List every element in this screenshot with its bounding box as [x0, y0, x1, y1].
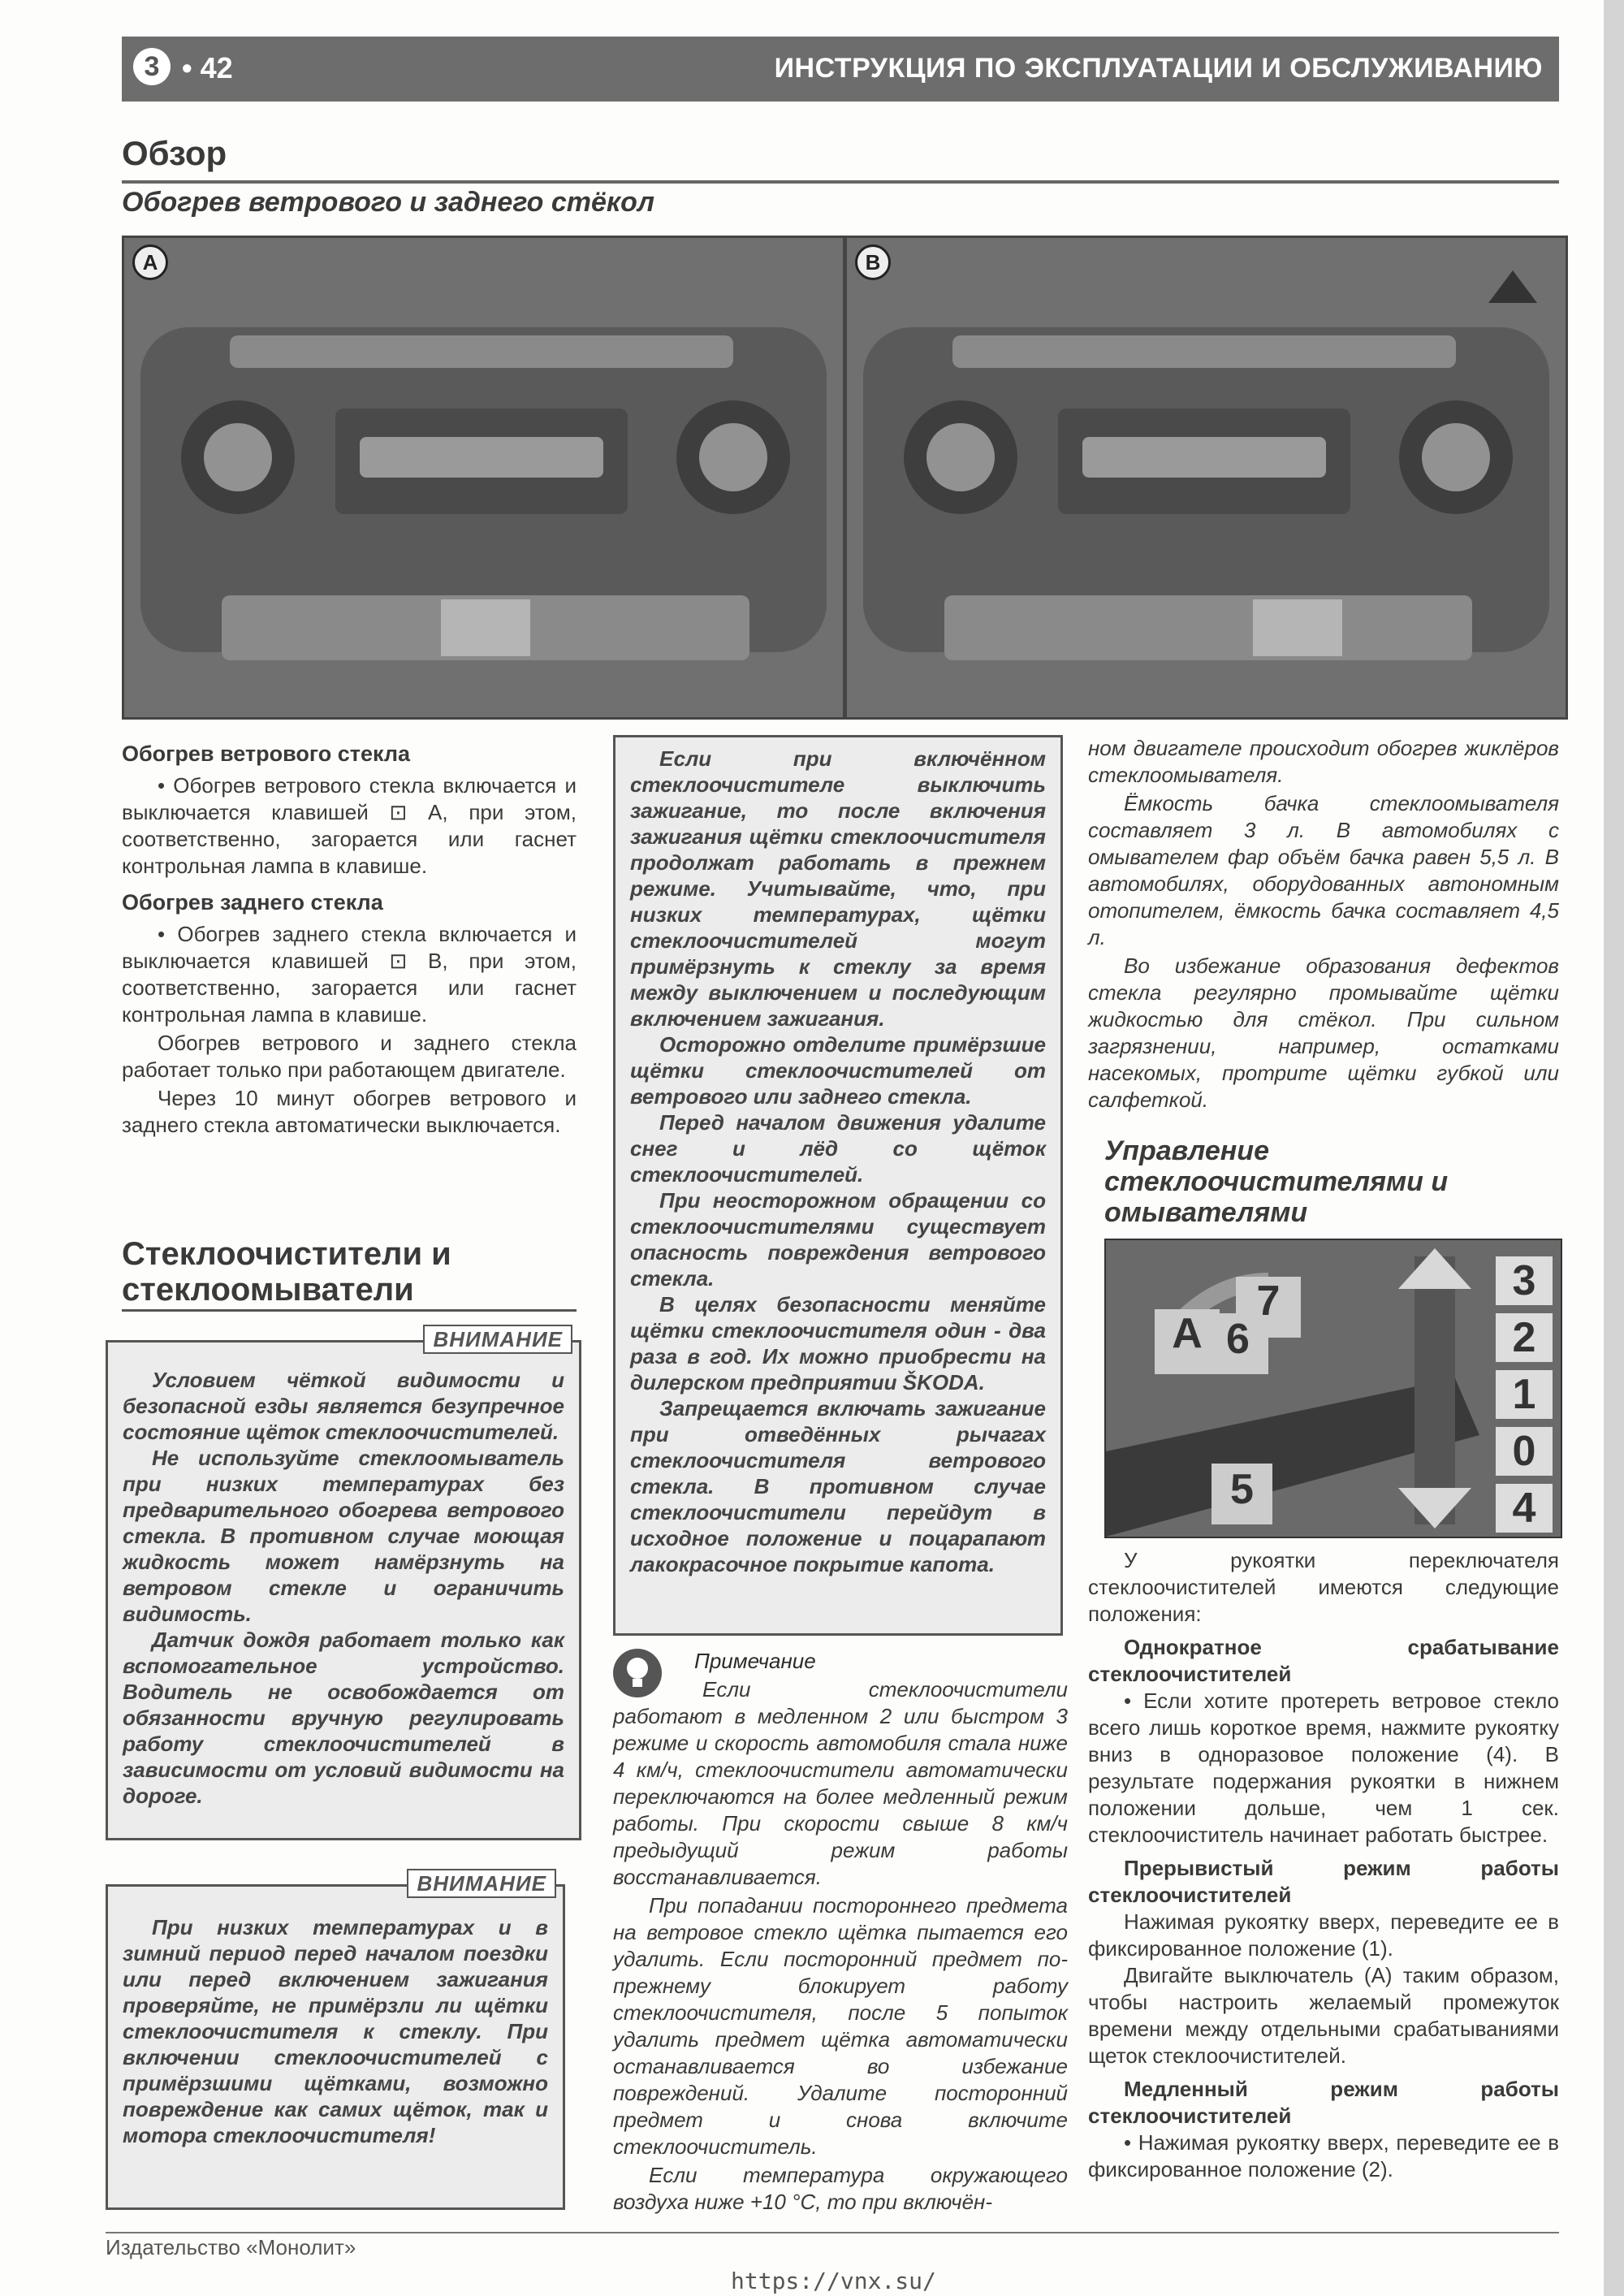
column-3 — [1088, 735, 1559, 1115]
intermittent-mode-text-2: Двигайте выключатель (A) таким образом, чтобы настроить желаемый промежуток времени между отдельными срабатываниями щеток стеклоочистителей. — [1088, 1963, 1559, 2068]
wipers-section-heading: Стеклоочистители и стеклоомыватели — [122, 1236, 451, 1308]
source-url: https://vnx.su/ — [731, 2268, 936, 2294]
warning-3-para-6: Запрещается включать зажигание при отведённых рычагах стеклоочистителя ветрового стекла. В противном случае стеклоочистители перейдут в исходное положение и поцарапают лакокрасочное покрытие капота. — [630, 1396, 1046, 1576]
warning-3-para-3: Перед началом движения удалите снег и лёд со щёток стеклоочистителей. — [630, 1110, 1046, 1187]
wiper-care-text: Во избежание образования дефектов стекла регулярно промывайте щётки жидкостью для стёкол. При сильном загрязнении, например, остатками насекомых, протрите щётки губкой или салфеткой. — [1088, 953, 1559, 1112]
diagram-label-1: 1 — [1512, 1371, 1536, 1418]
wiper-stalk-diagram — [1104, 1239, 1562, 1538]
rear-window-heating-text: • Обогрев заднего стекла включается и выключается клавишей ⊡ B, при этом, соответственно, загорается или гаснет контрольная лампа в клавише. — [122, 922, 577, 1027]
note-para-3: Если температура окружающего воздуха ниже +10 °С, то при включён- — [613, 2163, 1068, 2214]
intermittent-mode-heading: Прерывистый режим работы стеклоочистителей — [1088, 1856, 1559, 1907]
diagram-label-6: 6 — [1226, 1316, 1250, 1363]
single-wipe-heading: Однократное срабатывание стеклоочистителей — [1088, 1635, 1559, 1686]
warning-1-para-1: Условием чёткой видимости и безопасной езды является безупречное состояние щёток стеклоочистителей. — [123, 1368, 564, 1444]
intermittent-mode-text-1: Нажимая рукоятку вверх, переведите ее в фиксированное положение (1). — [1088, 1909, 1559, 1961]
slow-mode-heading: Медленный режим работы стеклоочистителей — [1088, 2077, 1559, 2128]
diagram-label-4: 4 — [1512, 1485, 1536, 1532]
page-header — [122, 37, 1559, 102]
section-divider — [122, 180, 1559, 184]
heating-timeout-note: Через 10 минут обогрев ветрового и заднего стекла автоматически выключается. — [122, 1086, 577, 1137]
page-number: • 42 — [182, 51, 233, 84]
warning-1-para-3: Датчик дождя работает только как вспомогательное устройство. Водитель не освобождается от обязанности вручную регулировать работу стеклоочистителей в зависимости от условий видимости на дороге. — [123, 1628, 564, 1808]
stalk-positions-intro: У рукоятки переключателя стеклоочистителей имеются следующие положения: — [1088, 1548, 1559, 1626]
warning-3-para-5: В целях безопасности меняйте щётки стеклоочистителя один - два раза в год. Их можно приобрести на дилерском предприятии ŠKODA. — [630, 1292, 1046, 1394]
warning-box-2 — [106, 1871, 565, 2210]
chapter-badge: 3 — [133, 48, 171, 85]
note-para-1: Если стеклоочистители работают в медленном 2 или быстром 3 режиме и скорость автомобиля стала ниже 4 км/ч, стеклоочистители автоматически переключаются на более медленный режим работы. При скорости свыше 8 км/ч предыдущий режим работы восстанавливается. — [613, 1677, 1068, 1889]
warning-1-para-2: Не используйте стеклоомыватель при низких температурах без предварительного обогрева ветрового стекла. В противном случае моющая жидкость может намёрзнуть на ветровом стекле и ограничить видимость. — [123, 1446, 564, 1626]
slow-mode-text: • Нажимая рукоятку вверх, переведите ее в фиксированное положение (2). — [1088, 2130, 1559, 2181]
wiper-stalk-illustration — [1106, 1240, 1561, 1537]
rear-window-heating-heading: Обогрев заднего стекла — [122, 890, 383, 915]
column-1 — [122, 731, 577, 1140]
washer-tank-capacity: Ёмкость бачка стеклоомывателя составляет 3 л. В автомобилях с омывателем фар объём бачка равен 5,5 л. В автомобилях, оборудованных автономным отопителем, ёмкость бачка составляет 4,5 л. — [1088, 791, 1559, 949]
note-body — [613, 1676, 1068, 2217]
column-3-lower — [1088, 1547, 1559, 2183]
wipers-heading-divider — [122, 1309, 577, 1312]
climate-panel-photo-b — [844, 236, 1568, 720]
diagram-label-0: 0 — [1512, 1428, 1536, 1475]
diagram-label-2: 2 — [1512, 1314, 1536, 1361]
diagram-label-7: 7 — [1256, 1278, 1281, 1325]
climate-panel-illustration-a — [124, 238, 843, 717]
windshield-heating-text: • Обогрев ветрового стекла включается и выключается клавишей ⊡ A, при этом, соответственно, загорается или гаснет контрольная лампа в клавише. — [122, 773, 577, 878]
header-title: ИНСТРУКЦИЯ ПО ЭКСПЛУАТАЦИИ И ОБСЛУЖИВАНИЮ — [774, 53, 1543, 84]
page-edge-shadow — [1604, 0, 1624, 2296]
publisher-name: Издательство «Монолит» — [106, 2235, 356, 2259]
warning-label-2: ВНИМАНИЕ — [407, 1869, 556, 1898]
col3-para-1: ном двигателе происходит обогрев жиклёров стеклоомывателя. — [1088, 736, 1559, 787]
wiper-control-heading: Управление стеклоочистителями и омывателями — [1104, 1135, 1449, 1228]
note-label: Примечание — [694, 1649, 816, 1673]
diagram-label-5: 5 — [1230, 1466, 1254, 1513]
warning-3-para-1: Если при включённом стеклоочистителе выключить зажигание, то после включения зажигания щётки стеклоочистителя продолжат работать в прежнем режиме. Учитывайте, что, при низких температурах, щётки стеклоочистителей могут примёрзнуть к стеклу за время между выключением и последующим включением зажигания. — [630, 746, 1046, 1031]
section-subtitle: Обогрев ветрового и заднего стёкол — [122, 187, 655, 218]
note-para-2: При попадании постороннего предмета на ветровое стекло щётка пытается его удалить. Если посторонний предмет по-прежнему блокирует работу стеклоочистителя, после 5 попыток удалить предмет щётка автоматически останавливается во избежание повреждений. Удалите посторонний предмет и снова включите стеклоочиститель. — [613, 1893, 1068, 2159]
warning-label-1: ВНИМАНИЕ — [423, 1325, 572, 1354]
windshield-heating-heading: Обогрев ветрового стекла — [122, 742, 411, 766]
footer-divider — [106, 2232, 1559, 2233]
heating-engine-note: Обогрев ветрового и заднего стекла работает только при работающем двигателе. — [122, 1031, 577, 1082]
warning-3-para-2: Осторожно отделите примёрзшие щётки стеклоочистителей от ветрового или заднего стекла. — [630, 1032, 1046, 1109]
photo-marker-b: B — [855, 244, 891, 280]
climate-panel-photo-a — [122, 236, 845, 720]
section-title: Обзор — [122, 134, 227, 172]
climate-panel-illustration-b — [847, 238, 1566, 717]
single-wipe-text: • Если хотите протереть ветровое стекло всего лишь короткое время, нажмите рукоятку вниз в одноразовое положение (4). В результате подержания рукоятки в нижнем положении дольше, чем 1 сек. стеклоочиститель начинает работать быстрее. — [1088, 1688, 1559, 1847]
diagram-label-3: 3 — [1512, 1257, 1536, 1304]
photo-marker-a: A — [132, 244, 168, 280]
warning-box-1 — [106, 1327, 581, 1840]
diagram-label-a: A — [1172, 1310, 1203, 1357]
warning-box-3 — [613, 735, 1063, 1636]
warning-3-para-4: При неосторожном обращении со стеклоочистителями существует опасность повреждения ветрового стекла. — [630, 1188, 1046, 1291]
warning-2-para-1: При низких температурах и в зимний период перед началом поездки или перед включением зажигания проверяйте, не примёрзли ли щётки стеклоочистителя к стеклу. При включении стеклоочистителей с примёрзшими щётками, возможно повреждение как самих щёток, так и мотора стеклоочистителя! — [123, 1915, 548, 2147]
